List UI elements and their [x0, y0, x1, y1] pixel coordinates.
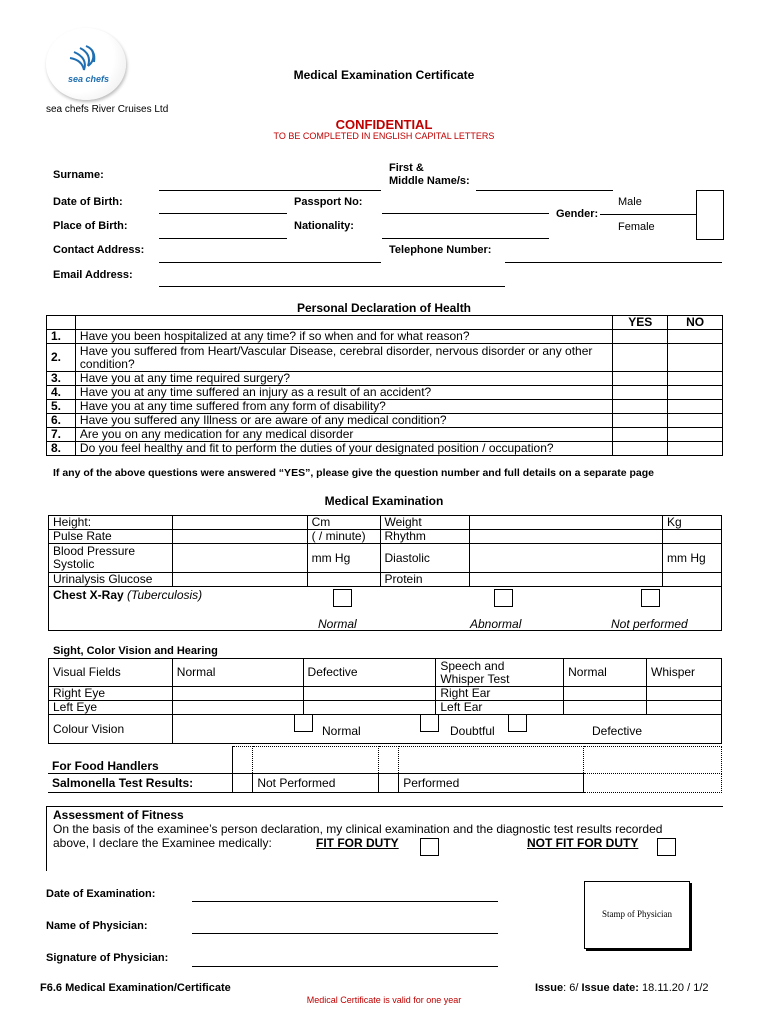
nationality-field[interactable] — [382, 238, 549, 239]
dob-label: Date of Birth: — [53, 196, 123, 208]
first-name-field[interactable] — [476, 190, 613, 191]
health-title: Personal Declaration of Health — [296, 301, 472, 315]
assessment-title: Assessment of Fitness — [53, 808, 184, 822]
xray-normal-label: Normal — [318, 617, 357, 631]
company-name: sea chefs River Cruises Ltd — [46, 104, 169, 115]
performed-checkbox[interactable] — [379, 774, 399, 793]
xray-not-performed-checkbox[interactable] — [641, 589, 660, 607]
left-ear-whisper[interactable] — [647, 701, 722, 715]
dob-field[interactable] — [159, 213, 287, 214]
table-row: 1. Have you been hospitalized at any time? if so when and for what reason? — [47, 330, 723, 344]
sight-title: Sight, Color Vision and Hearing — [53, 645, 218, 657]
female-label: Female — [618, 221, 655, 233]
health-note: If any of the above questions were answered “YES”, please give the question number and full details on a separate page — [53, 467, 654, 479]
table-row: 8. Do you feel healthy and fit to perform the duties of your designated position / occupation? — [47, 442, 723, 456]
email-field[interactable] — [159, 286, 505, 287]
glucose-field[interactable] — [172, 573, 307, 587]
systolic-field[interactable] — [172, 544, 307, 573]
height-field[interactable] — [172, 516, 307, 530]
assessment-line1: On the basis of the examinee’s person declaration, my clinical examination and the diagnostic test results recorded — [53, 822, 663, 836]
first-name-label-1: First & — [389, 162, 424, 174]
sight-table: Visual Fields Normal Defective Speech and Whisper Test Normal Whisper Right Eye Right Ear Left Eye Left Ear Colour Vision — [48, 658, 722, 744]
right-ear-whisper[interactable] — [647, 687, 722, 701]
food-table: For Food Handlers Salmonella Test Results: Not Performed Performed — [48, 746, 722, 793]
telephone-field[interactable] — [505, 262, 722, 263]
fit-for-duty-checkbox[interactable] — [420, 838, 439, 856]
female-checkbox[interactable] — [696, 214, 724, 240]
exam-date-field[interactable] — [192, 901, 498, 902]
page-title: Medical Examination Certificate — [293, 68, 475, 82]
xray-normal-checkbox[interactable] — [333, 589, 352, 607]
telephone-label: Telephone Number: — [389, 244, 492, 256]
no-cell[interactable] — [668, 400, 723, 414]
protein-field[interactable] — [470, 573, 663, 587]
no-cell[interactable] — [668, 330, 723, 344]
gender-divider — [600, 214, 696, 215]
colour-normal-label: Normal — [322, 724, 361, 738]
no-cell[interactable] — [668, 414, 723, 428]
xray-abnormal-label: Abnormal — [470, 617, 522, 631]
physician-signature-field[interactable] — [192, 966, 498, 967]
not-performed-checkbox[interactable] — [233, 774, 253, 793]
table-row: 4. Have you at any time suffered an injury as a result of an accident? — [47, 386, 723, 400]
right-ear-normal[interactable] — [564, 687, 647, 701]
table-row: 2. Have you suffered from Heart/Vascular Disease, cerebral disorder, nervous disorder or any other condition? — [47, 344, 723, 372]
yes-cell[interactable] — [613, 414, 668, 428]
yes-cell[interactable] — [613, 330, 668, 344]
pob-field[interactable] — [159, 238, 287, 239]
pulse-field[interactable] — [172, 530, 307, 544]
footer-issue: Issue: 6/ Issue date: 18.11.20 / 1/2 — [535, 982, 709, 994]
food-title: For Food Handlers — [48, 747, 233, 774]
yes-cell[interactable] — [613, 400, 668, 414]
xray-not-performed-label: Not performed — [611, 617, 688, 631]
colour-doubtful-checkbox[interactable] — [420, 714, 439, 732]
email-label: Email Address: — [53, 269, 133, 281]
no-header: NO — [668, 316, 723, 330]
passport-field[interactable] — [382, 213, 549, 214]
yes-cell[interactable] — [613, 372, 668, 386]
table-row: 6. Have you suffered any Illness or are aware of any medical condition? — [47, 414, 723, 428]
instruction-text: TO BE COMPLETED IN ENGLISH CAPITAL LETTERS — [273, 131, 495, 141]
first-name-label-2: Middle Name/s: — [389, 175, 470, 187]
diastolic-field[interactable] — [470, 544, 663, 573]
pob-label: Place of Birth: — [53, 220, 128, 232]
stamp-label: Stamp of Physician — [602, 909, 672, 919]
no-cell[interactable] — [668, 372, 723, 386]
table-row: 3. Have you at any time required surgery? — [47, 372, 723, 386]
table-row: 7. Are you on any medication for any medical disorder — [47, 428, 723, 442]
right-eye-defective[interactable] — [303, 687, 436, 701]
yes-cell[interactable] — [613, 442, 668, 456]
right-eye-normal[interactable] — [172, 687, 303, 701]
no-cell[interactable] — [668, 344, 723, 372]
salmonella-label: Salmonella Test Results: — [48, 774, 233, 793]
colour-defective-checkbox[interactable] — [508, 714, 527, 732]
male-label: Male — [618, 196, 642, 208]
xray-abnormal-checkbox[interactable] — [494, 589, 513, 607]
footer-validity: Medical Certificate is valid for one year — [306, 995, 462, 1005]
yes-cell[interactable] — [613, 386, 668, 400]
no-cell[interactable] — [668, 386, 723, 400]
colour-normal-checkbox[interactable] — [294, 714, 313, 732]
nationality-label: Nationality: — [294, 220, 354, 232]
address-field[interactable] — [159, 262, 381, 263]
no-cell[interactable] — [668, 428, 723, 442]
not-fit-label: NOT FIT FOR DUTY — [527, 836, 639, 850]
yes-cell[interactable] — [613, 344, 668, 372]
xray-label: Chest X-Ray — [53, 588, 124, 602]
address-label: Contact Address: — [53, 244, 145, 256]
left-eye-defective[interactable] — [303, 701, 436, 715]
table-row: 5. Have you at any time suffered from any form of disability? — [47, 400, 723, 414]
xray-sublabel: (Tuberculosis) — [127, 588, 203, 602]
colour-defective-label: Defective — [592, 724, 643, 738]
passport-label: Passport No: — [294, 196, 363, 208]
logo-swirl-icon — [46, 28, 126, 100]
gender-label: Gender: — [556, 208, 599, 220]
physician-signature-label: Signature of Physician: — [46, 952, 169, 964]
left-ear-normal[interactable] — [564, 701, 647, 715]
surname-label: Surname: — [53, 169, 104, 181]
colour-doubtful-label: Doubtful — [450, 724, 495, 738]
logo-text: sea chefs — [68, 74, 110, 84]
weight-field[interactable] — [470, 516, 663, 530]
yes-cell[interactable] — [613, 428, 668, 442]
surname-field[interactable] — [159, 190, 381, 191]
fit-for-duty-label: FIT FOR DUTY — [316, 836, 399, 850]
company-logo — [46, 28, 126, 100]
yes-header: YES — [613, 316, 668, 330]
footer-form-id: F6.6 Medical Examination/Certificate — [40, 982, 231, 994]
confidential-heading: CONFIDENTIAL — [335, 117, 433, 132]
no-cell[interactable] — [668, 442, 723, 456]
physician-name-field[interactable] — [192, 933, 498, 934]
assessment-line2: above, I declare the Examinee medically: — [53, 836, 272, 850]
exam-date-label: Date of Examination: — [46, 888, 156, 900]
not-fit-checkbox[interactable] — [657, 838, 676, 856]
physician-name-label: Name of Physician: — [46, 920, 148, 932]
male-checkbox[interactable] — [696, 190, 724, 216]
exam-table: Height: Cm Weight Kg Pulse Rate ( / minute) Rhythm Blood Pressure Systolic mm Hg Diastolic mm Hg Urinalysis Glucose Protein Chest X-Ray (Tuberculosis) — [48, 515, 722, 631]
exam-title: Medical Examination — [324, 494, 444, 508]
health-table — [46, 315, 723, 456]
rhythm-field[interactable] — [470, 530, 663, 544]
left-eye-normal[interactable] — [172, 701, 303, 715]
